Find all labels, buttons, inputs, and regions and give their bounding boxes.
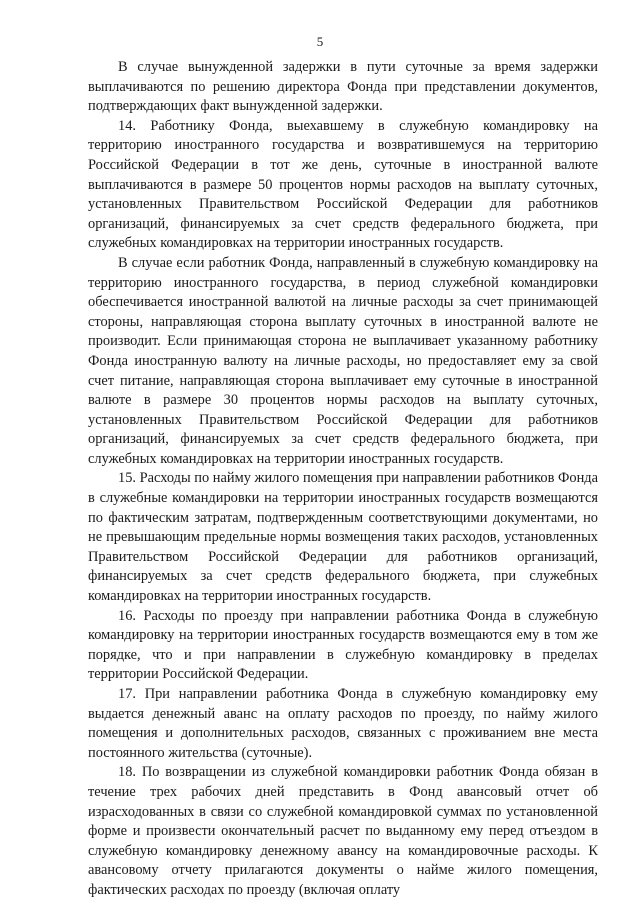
paragraph-delay-allowance: В случае вынужденной задержки в пути суточные за время задержки выплачиваются по решению директора Фонда при представлении документов, подтверждающих факт вынужденной задержки. bbox=[88, 59, 598, 115]
paragraph-18-expense-report: 18. По возвращении из служебной командировки работник Фонда обязан в течение трех рабочих дней представить в Фонд авансовый отчет об израсходованных в связи со служебной командировкой суммах по установленной форме и произвести окончательный расчет по выданному ему перед отъездом в служебную командировку денежному авансу на командировочные расходы. К авансовому отчету прилагаются документы о найме жилого помещения, фактических расходах по проезду (включая оплату bbox=[88, 764, 598, 898]
paragraph-17-cash-advance: 17. При направлении работника Фонда в служебную командировку ему выдается денежный аванс на оплату расходов по проезду, по найму жилого помещения и дополнительных расходов, связанных с проживанием вне места постоянного жительства (суточные). bbox=[88, 686, 598, 761]
paragraph-15-accommodation: 15. Расходы по найму жилого помещения при направлении работников Фонда в служебные командировки на территории иностранных государств возмещаются по фактическим затратам, подтвержденным соответствующими документами, но не превышающим предельные нормы возмещения таких расходов, установленных Правительством Российской Федерации для работников организаций, финансируемых за счет средств федерального бюджета, при служебных командировках на территории иностранных государств. bbox=[88, 470, 598, 605]
paragraph-16-travel-expenses: 16. Расходы по проезду при направлении работника Фонда в служебную командировку на территории иностранных государств возмещаются ему в том же порядке, что и при направлении в служебную командировку в пределах территории Российской Федерации. bbox=[88, 607, 598, 683]
paragraph-14-host-side-expenses: В случае если работник Фонда, направленный в служебную командировку на территорию иностранного государства, в период служебной командировки обеспечивается иностранной валютой на личные расходы за счет принимающей стороны, направляющая сторона выплату суточных в иностранной валюте не производит. Если принимающая сторона не выплачивает указанному работнику Фонда иностранную валюту на личные расходы, но предоставляет ему за свой счет питание, направляющая сторона выплачивает ему суточные в иностранной валюте в размере 30 процентов нормы расходов на выплату суточных, установленных Правительством Российской Федерации для работников организаций, финансируемых за счет средств федерального бюджета, при служебных командировках на территории иностранных государств. bbox=[88, 254, 598, 467]
document-body bbox=[88, 58, 598, 901]
page-number: 5 bbox=[316, 34, 324, 49]
paragraph-14-same-day-return: 14. Работнику Фонда, выехавшему в служебную командировку на территорию иностранного государства и возвратившемуся на территорию Российской Федерации в тот же день, суточные в иностранной валюте выплачиваются в размере 50 процентов нормы расходов на выплату суточных, установленных Правительством Российской Федерации для работников организаций, финансируемых за счет средств федерального бюджета, при служебных командировках на территории иностранных государств. bbox=[88, 117, 598, 252]
